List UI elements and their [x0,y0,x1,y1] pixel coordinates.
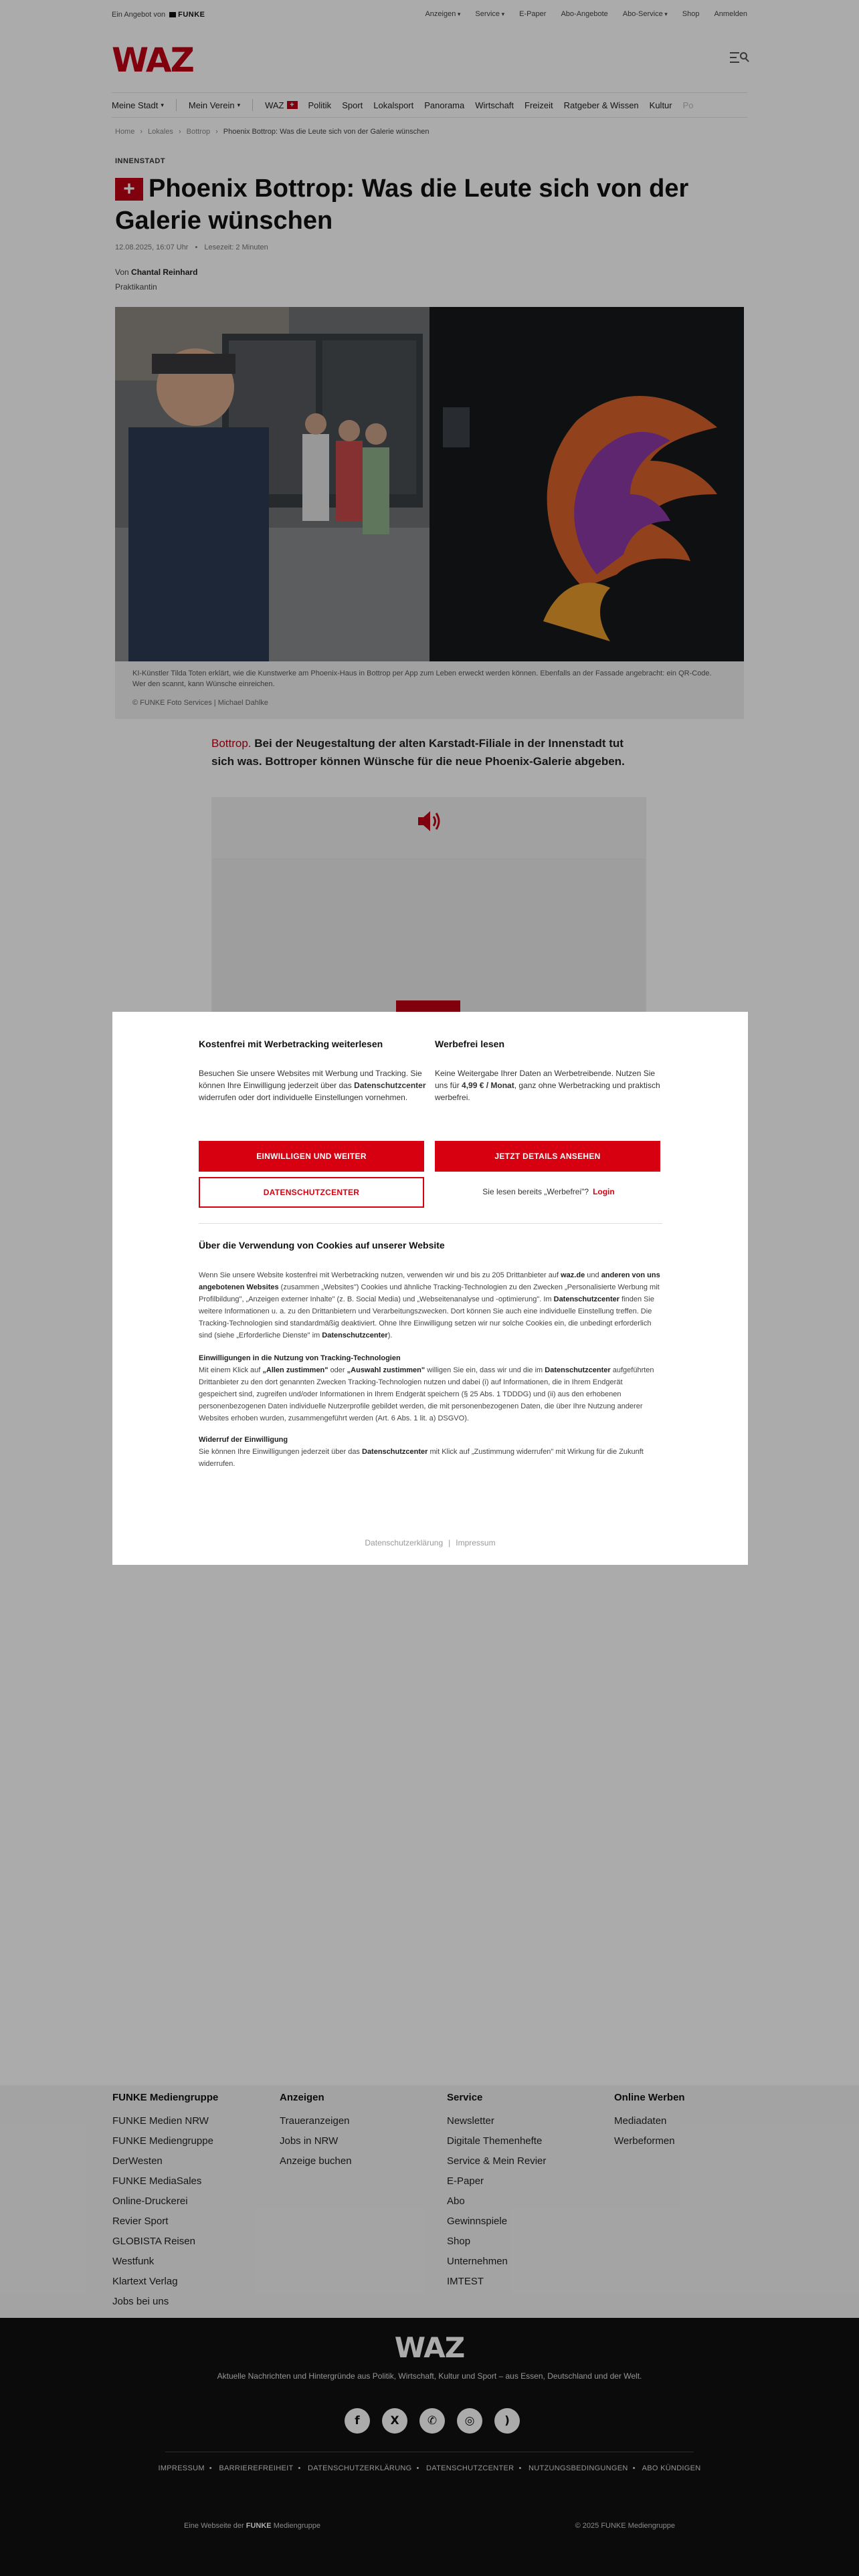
teaser-city: Bottrop. [211,737,252,750]
nav-ratgeber[interactable]: Ratgeber & Wissen [563,100,639,110]
nav-freizeit[interactable]: Freizeit [524,100,553,110]
footer-link[interactable]: Westfunk [112,2256,155,2267]
cookie-revoke-text: Widerruf der Einwilligung Sie können Ihre Einwilligungen jederzeit über das Datenschutzcenter mit Klick auf „Zustimmung widerrufen" mit Wirkung für die Zukunft widerrufen. [199,1436,644,1468]
footer-link[interactable]: E-Paper [447,2175,484,2187]
privacy-center-link[interactable]: Datenschutzcenter [322,1331,388,1339]
utility-nav-service[interactable]: Service ▾ [475,10,504,18]
footer-tagline: Aktuelle Nachrichten und Hintergründe aus Politik, Wirtschaft, Kultur und Sport – aus Essen, Deutschland und der Welt. [217,2371,642,2381]
adfree-login-link[interactable]: Login [593,1187,615,1196]
login-link[interactable]: Anmelden [714,10,747,18]
nav-panorama[interactable]: Panorama [424,100,465,110]
footer-link[interactable]: Mediadaten [614,2115,667,2127]
author-name[interactable]: Chantal Reinhard [131,267,198,277]
consent-option-tracking [199,1039,426,1103]
footer-link[interactable]: Klartext Verlag [112,2276,178,2287]
privacy-policy-link[interactable]: Datenschutzerklärung [365,1538,444,1547]
utility-nav-epaper[interactable]: E-Paper [519,10,547,18]
adfree-details-button[interactable]: JETZT DETAILS ANSEHEN [435,1141,660,1172]
utility-nav-abo-service[interactable]: Abo-Service ▾ [623,10,668,18]
footer-link[interactable]: Werbeformen [614,2135,675,2147]
image-credit: © FUNKE Foto Services | Michael Dahlke [132,699,268,707]
rss-icon[interactable]: ) [494,2408,520,2434]
utility-nav-shop[interactable]: Shop [682,10,700,18]
nav-lokalsport[interactable]: Lokalsport [373,100,414,110]
plus-icon: + [287,101,298,109]
privacy-center-link[interactable]: Datenschutzcenter [545,1366,611,1374]
footer-link[interactable]: Anzeige buchen [280,2155,352,2167]
cookie-info-title: Über die Verwendung von Cookies auf unserer Website [199,1240,445,1251]
legal-nutzungsbedingungen[interactable]: NUTZUNGSBEDINGUNGEN [528,2464,628,2472]
article-headline: + Phoenix Bottrop: Was die Leute sich von der Galerie wünschen [115,175,689,235]
footer-link[interactable]: FUNKE Medien NRW [112,2115,209,2127]
utility-nav-anzeigen[interactable]: Anzeigen ▾ [425,10,460,18]
consent-option-text: Besuchen Sie unsere Websites mit Werbung und Tracking. Sie können Ihre Einwilligung jederzeit über das Datenschutzcenter widerrufen oder dort individuelle Einstellungen vornehmen. [199,1069,426,1102]
nav-waz-plus[interactable]: WAZ + [260,100,302,110]
footer-link[interactable]: Unternehmen [447,2256,508,2267]
footer-col-title: FUNKE Mediengruppe [112,2092,219,2103]
consent-divider [199,1223,662,1224]
footer-link[interactable]: Jobs bei uns [112,2296,169,2307]
utility-nav-abo-angebote[interactable]: Abo-Angebote [561,10,608,18]
legal-abo-kuendigen[interactable]: ABO KÜNDIGEN [642,2464,701,2472]
accept-button[interactable]: EINWILLIGEN UND WEITER [199,1141,424,1172]
footer-link[interactable]: GLOBISTA Reisen [112,2236,195,2247]
whatsapp-icon[interactable]: ✆ [419,2408,445,2434]
cookie-info-text: Wenn Sie unsere Website kostenfrei mit Werbetracking nutzen, verwenden wir und bis zu 205 Drittanbieter auf waz.de und anderen von uns angebotenen Websites (zusammen „Websites") Cookies und ähnliche Tracking-Technologien zu den Zwecken „Personalisierte Werbung mit Profilbildung", „Anzeigen externer Inhalte" (z. B. Social Media) und „Webseitenanalyse und -optimierung". Im Datenschutzcenter finden Sie weitere Informationen u. a. zu den Drittanbietern und Verarbeitungszwecken. Dort können Sie auch eine individuelle Einstellung treffen. Die Tracking-Technologien sind standardmäßig deaktiviert. Ohne Ihre Einwilligung setzen wir nur solche Cookies ein, die unbedingt erforderlich sind (siehe „Erforderliche Dienste" im Datenschutzcenter). [199,1271,660,1339]
footer-col-title: Online Werben [614,2092,685,2103]
article-kicker: INNENSTADT [115,157,166,165]
footer-link[interactable]: Traueranzeigen [280,2115,350,2127]
plus-icon: + [115,178,143,201]
author-block: Von Chantal Reinhard Praktikantin [115,265,197,294]
publish-date: 12.08.2025, 16:07 Uhr [115,243,189,251]
breadcrumb-current: Phoenix Bottrop: Was die Leute sich von der Galerie wünschen [223,128,430,136]
privacy-center-link[interactable]: Datenschutzcenter [553,1295,620,1303]
breadcrumb-home[interactable]: Home [115,128,135,136]
consent-footer: Datenschutzerklärung | Impressum [365,1538,496,1547]
price: 4,99 € / Monat [462,1081,514,1090]
privacy-center-link[interactable]: Datenschutzcenter [362,1448,428,1456]
nav-mein-verein[interactable]: Mein Verein ▾ [183,100,246,110]
footer-link[interactable]: FUNKE Mediengruppe [112,2135,213,2147]
footer-link[interactable]: DerWesten [112,2155,163,2167]
consent-option-text: Keine Weitergabe Ihrer Daten an Werbetreibende. Nutzen Sie uns für 4,99 € / Monat, ganz ohne Werbetracking und praktisch werbefrei. [435,1069,660,1102]
facebook-icon[interactable]: f [345,2408,370,2434]
breadcrumb-bottrop[interactable]: Bottrop [186,128,211,136]
article-meta: 12.08.2025, 16:07 Uhr • Lesezeit: 2 Minuten [115,243,268,251]
footer-link[interactable]: Abo [447,2195,465,2207]
instagram-icon[interactable]: ◎ [457,2408,482,2434]
cookie-consent-dialog [112,1012,748,1565]
consent-option-title: Kostenfrei mit Werbetracking weiterlesen [199,1039,383,1049]
legal-barrierefreiheit[interactable]: BARRIEREFREIHEIT [219,2464,294,2472]
cookie-consent-text: Einwilligungen in die Nutzung von Tracking-Technologien Mit einem Klick auf „Allen zustimmen" oder „Auswahl zustimmen" willigen Sie ein, dass wir und die im Datenschutzcenter aufgeführten Drittanbieter zu den dort genannten Zwecken Tracking-Technologien nutzen und dabei (i) auf Informationen, die in Ihrem Endgerät gespeichert sind, zugreifen und/oder Informationen in Ihrem Endgerät speichern (§ 25 Abs. 1 TDDDG) und (ii) aus den erhobenen personenbezogenen Daten individuelle Nutzerprofile gebildet werden, die mit personenbezogenen Daten, die über Ihre Nutzung anderer Websites erhoben wurden, zusammengeführt werden (Art. 6 Abs. 1 lit. a) DSGVO). [199,1354,654,1422]
privacy-center-link[interactable]: Datenschutzcenter [354,1081,426,1090]
legal-links: IMPRESSUM • BARRIEREFREIHEIT • DATENSCHUTZERKLÄRUNG • DATENSCHUTZCENTER • NUTZUNGSBEDINGUNGEN • ABO KÜNDIGEN [158,2464,701,2472]
legal-datenschutzerklaerung[interactable]: DATENSCHUTZERKLÄRUNG [307,2464,412,2472]
cookie-info [199,1240,662,1481]
imprint-link[interactable]: Impressum [456,1538,496,1547]
footer-col-title: Anzeigen [280,2092,324,2103]
adfree-login: Sie lesen bereits „Werbefrei"? Login [482,1187,615,1196]
article-teaser: Bottrop. Bei der Neugestaltung der alten Karstadt-Filiale in der Innenstadt tut sich was. Bottroper können Wünsche für die neue Phoenix-Galerie abgeben. [211,737,625,768]
legal-datenschutzcenter[interactable]: DATENSCHUTZCENTER [426,2464,514,2472]
footer-link[interactable]: Service & Mein Revier [447,2155,547,2167]
footer-owner-note: Eine Webseite der FUNKE Mediengruppe [184,2522,321,2530]
nav-sport[interactable]: Sport [342,100,363,110]
funke-logo[interactable]: FUNKE [169,11,205,19]
footer-link[interactable]: FUNKE MediaSales [112,2175,202,2187]
nav-overflow-item[interactable]: Po [682,100,694,110]
footer-link[interactable]: IMTEST [447,2276,484,2287]
footer-link[interactable]: Shop [447,2236,471,2247]
privacy-center-button[interactable]: DATENSCHUTZCENTER [199,1177,424,1208]
author-role: Praktikantin [115,282,157,292]
caption-text: KI-Künstler Tilda Toten erklärt, wie die Kunstwerke am Phoenix-Haus in Bottrop per App zum Leben erweckt werden können. Ebenfalls an der Fassade angebracht: ein QR-Code. Wer den scannt, kann Wünsche einreichen. [132,669,712,688]
nav-meine-stadt[interactable]: Meine Stadt ▾ [112,100,169,110]
breadcrumb-lokales[interactable]: Lokales [148,128,173,136]
site-logo[interactable]: WAZ [112,41,193,80]
consent-option-adfree [435,1039,662,1103]
nav-kultur[interactable]: Kultur [649,100,672,110]
breadcrumb: Home › Lokales › Bottrop › Phoenix Bottrop: Was die Leute sich von der Galerie wünschen [115,128,430,136]
legal-impressum[interactable]: IMPRESSUM [158,2464,205,2472]
footer-link[interactable]: Jobs in NRW [280,2135,339,2147]
footer-logo[interactable]: WAZ [394,2331,465,2364]
copyright: © 2025 FUNKE Mediengruppe [575,2522,675,2530]
nav-wirtschaft[interactable]: Wirtschaft [475,100,514,110]
footer-link[interactable]: Digitale Themenhefte [447,2135,543,2147]
footer-link[interactable]: Newsletter [447,2115,494,2127]
reading-time: Lesezeit: 2 Minuten [204,243,268,251]
consent-option-title: Werbefrei lesen [435,1039,505,1049]
x-icon[interactable]: X [382,2408,407,2434]
nav-politik[interactable]: Politik [308,100,332,110]
footer-link[interactable]: Revier Sport [112,2216,169,2227]
footer-col-title: Service [447,2092,483,2103]
footer-link[interactable]: Online-Druckerei [112,2195,188,2207]
footer-link[interactable]: Gewinnspiele [447,2216,508,2227]
offer-text: Ein Angebot von [112,11,166,19]
